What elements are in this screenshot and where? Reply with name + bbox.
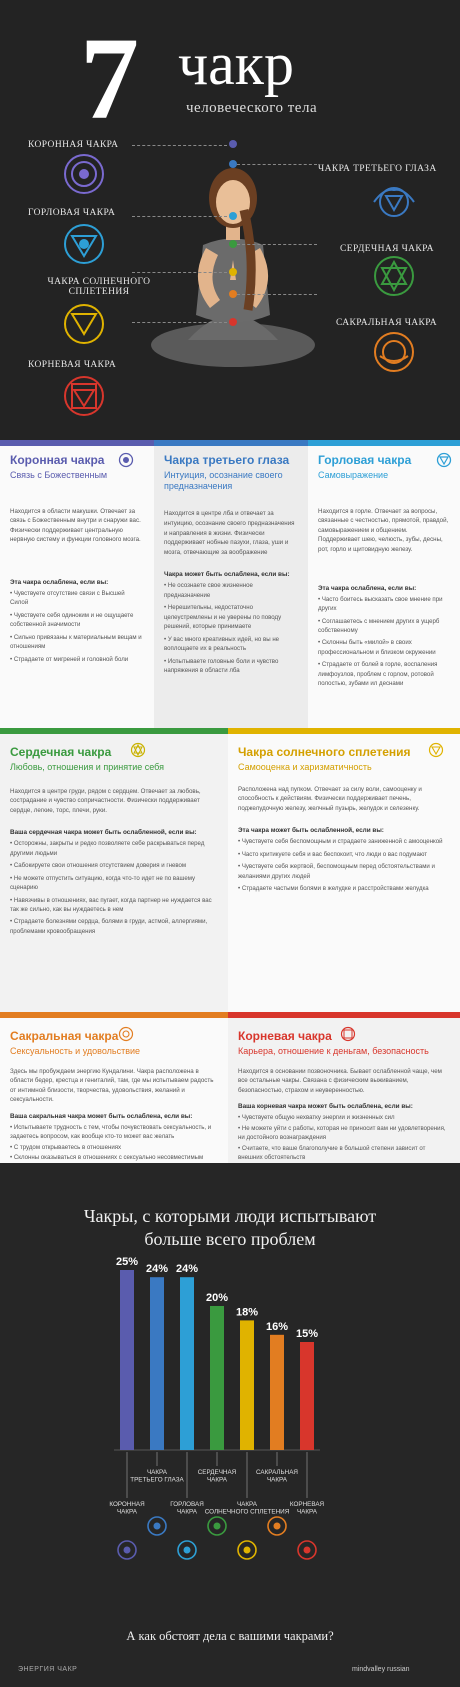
chart-bar — [270, 1335, 284, 1450]
card-list-heading: Ваша сердечная чакра может быть ослабленной, если вы: — [10, 829, 197, 837]
chart-value-label: 25% — [115, 1256, 139, 1268]
label-heart: СЕРДЕЧНАЯ ЧАКРА — [340, 244, 434, 254]
meditating-woman-illustration — [148, 140, 318, 370]
list-item: • Часто боитесь высказать свое мнение при других — [318, 595, 450, 614]
card-color-bar — [0, 1012, 228, 1018]
label-solar: ЧАКРА СОЛНЕЧНОГО СПЛЕТЕНИЯ — [47, 277, 151, 297]
solar-dot — [229, 268, 237, 276]
root-chakra-icon — [340, 1026, 356, 1042]
card-color-bar — [0, 440, 154, 446]
connector-line — [132, 216, 227, 217]
card-third-eye — [154, 440, 308, 728]
list-item: • Не можете уйти с работы, которая не приносит вам ни удовлетворения, ни достойного вознаграждения — [238, 1124, 450, 1143]
list-item: • Осторожны, закрыты и редко позволяете себе раскрываться перед другими людьми — [10, 839, 218, 858]
card-crown — [0, 440, 154, 728]
hero-subtitle: человеческого тела — [186, 100, 318, 116]
connector-line — [237, 244, 317, 245]
list-item: • Чувствуете себя одиноким и не ощущаете собственной значимости — [10, 611, 144, 630]
chart-chakra-icon-center — [124, 1547, 131, 1554]
list-item: • Чувствуете себя беспомощным и страдаете заниженной с амооценкой — [238, 837, 450, 846]
chart-bar — [120, 1270, 134, 1450]
heart-chakra-icon — [130, 742, 146, 758]
list-item: • Чувствуете отсутствие связи с Высшей Силой — [10, 589, 144, 608]
list-item: • Склонны оказываться в отношениях с сексуально несовместимым — [10, 1153, 218, 1172]
chart-bar — [240, 1320, 254, 1450]
card-list — [318, 595, 450, 689]
chakra-problems-bar-chart — [0, 1200, 460, 1620]
card-subtitle: Связь с Божественным — [10, 469, 108, 480]
hero-section — [0, 0, 460, 440]
third-eye-dot — [229, 160, 237, 168]
list-item: • Нерешительны, недостаточно целеустремлены и не уверены по поводу решений, которые принимаете — [164, 603, 298, 631]
list-item: • Соглашаетесь с мнением других в ущерб собственному — [318, 617, 450, 636]
card-title: Коронная чакра — [10, 453, 105, 467]
footer-brand-left: ЭНЕРГИЯ ЧАКР — [18, 1666, 78, 1673]
sacral-chakra-icon — [372, 330, 416, 374]
label-crown: КОРОННАЯ ЧАКРА — [28, 140, 119, 150]
throat-chakra-icon — [436, 452, 452, 468]
card-list — [10, 589, 144, 664]
card-color-bar — [228, 1012, 460, 1018]
chart-value-label: 18% — [235, 1306, 259, 1319]
chart-category-label: ГОРЛОВАЯ ЧАКРА — [170, 1501, 204, 1516]
list-item: • Сабокируете свои отношения отсутствием доверия и гневом — [10, 861, 218, 870]
label-throat: ГОРЛОВАЯ ЧАКРА — [28, 208, 116, 218]
card-title: Чакра солнечного сплетения — [238, 745, 411, 759]
solar-plexus-chakra-icon — [62, 302, 106, 346]
card-heart — [0, 728, 228, 1012]
card-list — [238, 837, 450, 893]
card-list — [164, 581, 298, 675]
list-item: • Испытываете головные боли и чувство напряжения в области лба — [164, 657, 298, 676]
list-item: • Страдаете болезнями сердца, болями в груди, астмой, аллергиями, проблемами кровообращения — [10, 917, 218, 936]
list-item: • Не осознаете свое жизненное предназначение — [164, 581, 298, 600]
crown-chakra-icon — [62, 152, 106, 196]
card-throat — [308, 440, 460, 728]
chart-chakra-icon-center — [154, 1523, 161, 1530]
card-list-heading: Ваша корневая чакра может быть ослаблена, если вы: — [238, 1103, 413, 1111]
list-item: • Считаете, что ваше благополучие в большой степени зависит от внешних обстоятельств — [238, 1144, 450, 1163]
connector-line — [132, 145, 227, 146]
card-subtitle: Интуиция, осознание своего предназначения — [164, 469, 283, 491]
list-item: • Страдаете от мигреней и головной боли — [10, 655, 144, 664]
card-list-heading: Чакра может быть ослаблена, если вы: — [164, 571, 290, 579]
chart-category-label: КОРНЕВАЯ ЧАКРА — [289, 1501, 325, 1516]
card-title: Горловая чакра — [318, 453, 412, 467]
card-description: Находится в основании позвоночника. Бывает ослабленной чаще, чем все остальные чакры. Связана с физическим выживанием, безопасностью, страхом и неуверенностью. — [238, 1067, 442, 1094]
connector-line — [237, 294, 317, 295]
chart-value-label: 24% — [145, 1263, 169, 1276]
card-list-heading: Эта чакра может быть ослабленной, если вы: — [238, 827, 384, 835]
root-dot — [229, 318, 237, 326]
card-color-bar — [228, 728, 460, 734]
throat-dot — [229, 212, 237, 220]
card-description: Находится в горле. Отвечает за вопросы, связанные с честностью, прямотой, правдой, самовыражением и общением. Поддерживает шею, челюсть, зубы, десны, рот, горло и щитовидную железу. — [318, 507, 449, 554]
chart-chakra-icon-center — [244, 1547, 251, 1554]
chart-category-label: ЧАКРА ТРЕТЬЕГО ГЛАЗА — [130, 1469, 184, 1484]
chart-value-label: 24% — [175, 1263, 199, 1276]
chart-category-label: СЕРДЕЧНАЯ ЧАКРА — [197, 1469, 237, 1484]
card-description: Находится в центре лба и отвечает за интуицию, осознание своего предназначения и направления в жизни. Физически поддерживает нобные пазухи, глаза, уши и мозга, отвечающие за воображение — [164, 510, 295, 556]
card-subtitle: Самооценка и харизматичность — [238, 761, 372, 772]
card-solar — [228, 728, 460, 1012]
card-description: Расположена над пупком. Отвечает за силу воли, самооценку и способность к действиям. Физически поддерживает печень, поджелудочную железу, желчный пузырь, желудок и селезенку. — [238, 785, 422, 812]
chart-chakra-icon-center — [304, 1547, 311, 1554]
card-sacral — [0, 1012, 228, 1163]
chart-chakra-icon-center — [274, 1523, 281, 1530]
chart-value-label: 16% — [265, 1320, 289, 1333]
list-item: • Часто критикуете себя и вас беспокоит, что люди о вас подумают — [238, 850, 450, 859]
closing-question: А как обстоят дела с вашими чакрами? — [126, 1629, 334, 1643]
card-title: Чакра третьего глаза — [164, 453, 290, 467]
card-subtitle: Карьера, отношение к деньгам, безопасность — [238, 1045, 429, 1056]
throat-chakra-icon — [62, 222, 106, 266]
connector-line — [132, 322, 227, 323]
heart-chakra-icon — [372, 254, 416, 298]
card-list — [10, 839, 218, 936]
chart-chakra-icon-center — [214, 1523, 221, 1530]
list-item: • У вас много креативных идей, но вы не воплощаете их в реальность — [164, 635, 298, 654]
list-item: • Чувствуете общую нехватку энергии и жизненных сил — [238, 1113, 450, 1122]
list-item: • Испытываете трудность с тем, чтобы почувствовать сексуальность, и задаетесь вопросом, как вообще кто-то может вас желать — [10, 1123, 218, 1142]
list-item: • Чувствуете себя жертвой, беспомощным перед обстоятельствами и желаниями других людей — [238, 862, 450, 881]
root-chakra-icon — [62, 374, 106, 418]
list-item: • С трудом открываетесь в отношениях — [10, 1143, 218, 1152]
label-sacral: САКРАЛЬНАЯ ЧАКРА — [336, 318, 438, 328]
connector-line — [132, 272, 227, 273]
chart-bar — [210, 1306, 224, 1450]
card-subtitle: Сексуальность и удовольствие — [10, 1045, 141, 1056]
list-item: • Не можете отпустить ситуацию, когда что-то идет не по вашему сценарию — [10, 874, 218, 893]
chart-chakra-icon-center — [184, 1547, 191, 1554]
label-root: КОРНЕВАЯ ЧАКРА — [28, 360, 117, 370]
card-title: Корневая чакра — [238, 1029, 332, 1043]
card-list-heading: Эта чакра ослаблена, если вы: — [10, 579, 109, 587]
crown-chakra-icon — [118, 452, 134, 468]
solar-plexus-chakra-icon — [428, 742, 444, 758]
list-item: • Навязчивы в отношениях, вас пугает, когда партнер не нуждается вас так же сильно, как вы нуждаетесь в нем — [10, 896, 218, 915]
card-subtitle: Самовыражение — [318, 469, 389, 480]
chart-bar — [180, 1277, 194, 1450]
card-title: Сакральная чакра — [10, 1029, 119, 1043]
card-description: Находится в центре груди, рядом с сердцем. Отвечает за любовь, сострадание и чувство сопричастности. Физически поддерживает сердце, легкие, торс, плечи, руки. — [10, 787, 201, 814]
list-item: • Страдаете от болей в горле, воспаления лимфоузлов, проблем с горлом, ротовой полостью, зубами ил деснами — [318, 660, 450, 688]
chart-category-label: САКРАЛЬНАЯ ЧАКРА — [256, 1469, 298, 1484]
chart-bar — [300, 1342, 314, 1450]
sacral-chakra-icon — [118, 1026, 134, 1042]
label-third-eye: ЧАКРА ТРЕТЬЕГО ГЛАЗА — [318, 164, 437, 174]
chart-category-label: КОРОННАЯ ЧАКРА — [109, 1501, 145, 1516]
chart-value-label: 15% — [295, 1328, 319, 1340]
crown-dot — [229, 140, 237, 148]
third-eye-chakra-icon — [372, 180, 416, 224]
hero-title: чакр — [178, 31, 294, 97]
card-subtitle: Любовь, отношения и принятие себя — [10, 761, 164, 772]
card-list-heading: Эта чакра ослаблена, если вы: — [318, 584, 417, 592]
list-item: • Склонны быть «милой» в своих профессиональном и близком окружении — [318, 638, 450, 657]
chart-value-label: 20% — [205, 1292, 229, 1304]
list-item: • Сильно привязаны к материальным вещам и отношениям — [10, 633, 144, 652]
chart-title-line-1: Чакры, с которыми люди испытывают — [83, 1206, 377, 1226]
card-color-bar — [0, 728, 228, 734]
card-title: Сердечная чакра — [10, 745, 112, 759]
card-description: Находится в области макушки. Отвечает за связь с Божественным внутри и снаружи вас. Физически поддерживает центральную нервную систему и функции головного мозга. — [10, 507, 141, 544]
card-description: Здесь мы пробуждаем энергию Кундалини. Чакра расположена в области бедер, крестца и гениталий, там, где мы испытываем радость от интимной близости, творчества, удовольствия, желаний и сексуальности. — [10, 1067, 214, 1104]
card-list-heading: Ваша сакральная чакра может быть ослаблена, если вы: — [10, 1113, 193, 1121]
card-color-bar — [154, 440, 308, 446]
sacral-dot — [229, 290, 237, 298]
heart-dot — [229, 240, 237, 248]
card-color-bar — [308, 440, 460, 446]
footer-brand-right: mindvalley russian — [352, 1666, 410, 1673]
list-item: • Страдаете частыми болями в желудке и расстройствами желудка — [238, 884, 450, 893]
chart-bar — [150, 1277, 164, 1450]
hero-number: 7 — [80, 13, 139, 144]
chart-category-label: ЧАКРА СОЛНЕЧНОГО СПЛЕТЕНИЯ — [204, 1501, 290, 1516]
card-root — [228, 1012, 460, 1163]
chart-title-line-2: больше всего проблем — [144, 1229, 316, 1250]
connector-line — [237, 164, 317, 165]
